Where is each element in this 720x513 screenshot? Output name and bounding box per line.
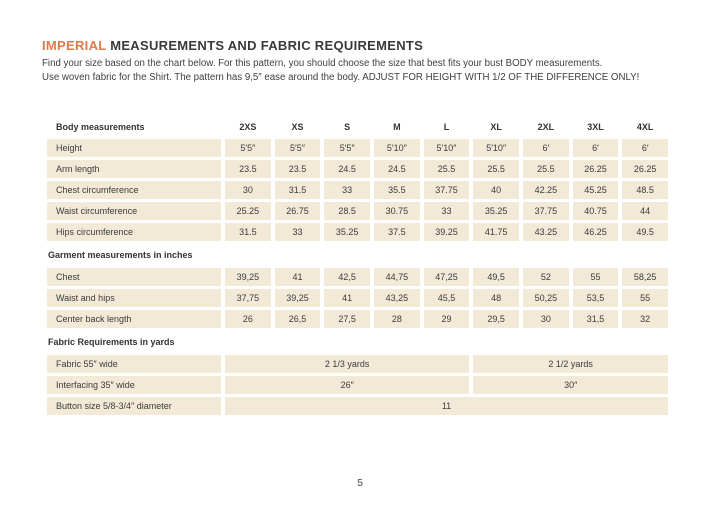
cell-value: 39,25: [225, 268, 271, 286]
size-header-l: L: [424, 118, 470, 136]
cell-value: 40.75: [573, 202, 619, 220]
cell-value: 26.25: [622, 160, 668, 178]
cell-value: 31.5: [225, 223, 271, 241]
cell-value: 40: [473, 181, 519, 199]
cell-value: 25.5: [473, 160, 519, 178]
cell-value: 29,5: [473, 310, 519, 328]
cell-value: 49,5: [473, 268, 519, 286]
table-header-body-measurements: Body measurements: [47, 118, 221, 136]
size-header-xl: XL: [473, 118, 519, 136]
size-header-xs: XS: [275, 118, 321, 136]
row-label: Chest: [47, 268, 221, 286]
row-label: Waist circumference: [47, 202, 221, 220]
cell-value: 30.75: [374, 202, 420, 220]
cell-value: 35.25: [473, 202, 519, 220]
cell-value: 28.5: [324, 202, 370, 220]
cell-value: 46.25: [573, 223, 619, 241]
size-header-4xl: 4XL: [622, 118, 668, 136]
cell-value: 47,25: [424, 268, 470, 286]
page-number: 5: [357, 477, 363, 489]
size-table: [47, 118, 668, 415]
row-label: Hips circumference: [47, 223, 221, 241]
cell-value: 41: [324, 289, 370, 307]
cell-value: 58,25: [622, 268, 668, 286]
cell-value: 25.5: [424, 160, 470, 178]
cell-value: 33: [275, 223, 321, 241]
cell-value: 5′5″: [225, 139, 271, 157]
cell-value: 30: [523, 310, 569, 328]
cell-value: 55: [573, 268, 619, 286]
intro-text: [42, 57, 682, 85]
cell-value: 55: [622, 289, 668, 307]
cell-value: 53,5: [573, 289, 619, 307]
cell-value: 37,75: [225, 289, 271, 307]
merged-cell-value: 11: [225, 397, 668, 415]
cell-value: 33: [424, 202, 470, 220]
section-header: Fabric Requirements in yards: [47, 331, 668, 352]
cell-value: 31.5: [275, 181, 321, 199]
cell-value: 48.5: [622, 181, 668, 199]
cell-value: 5′10″: [424, 139, 470, 157]
cell-value: 32: [622, 310, 668, 328]
size-header-2xs: 2XS: [225, 118, 271, 136]
cell-value: 44: [622, 202, 668, 220]
row-label: Fabric 55″ wide: [47, 355, 221, 373]
page-title: [42, 38, 423, 53]
cell-value: 33: [324, 181, 370, 199]
cell-value: 37.5: [374, 223, 420, 241]
intro-line-1: Find your size based on the chart below. For this pattern, you should choose the size that best fits your bust BODY measurements.: [42, 58, 603, 69]
cell-value: 35.5: [374, 181, 420, 199]
cell-value: 26,5: [275, 310, 321, 328]
cell-value: 50,25: [523, 289, 569, 307]
cell-value: 42.25: [523, 181, 569, 199]
cell-value: 25.5: [523, 160, 569, 178]
cell-value: 28: [374, 310, 420, 328]
row-label: Chest circumference: [47, 181, 221, 199]
cell-value: 43,25: [374, 289, 420, 307]
row-label: Arm length: [47, 160, 221, 178]
cell-value: 31,5: [573, 310, 619, 328]
cell-value: 6′: [622, 139, 668, 157]
cell-value: 45,5: [424, 289, 470, 307]
cell-value: 45.25: [573, 181, 619, 199]
page-title-rest: MEASUREMENTS AND FABRIC REQUIREMENTS: [106, 38, 424, 53]
cell-value: 39,25: [275, 289, 321, 307]
row-label: Waist and hips: [47, 289, 221, 307]
cell-value: 24.5: [324, 160, 370, 178]
cell-value: 24.5: [374, 160, 420, 178]
cell-value: 5′5″: [275, 139, 321, 157]
merged-cell-value: 30″: [473, 376, 668, 394]
cell-value: 42,5: [324, 268, 370, 286]
cell-value: 52: [523, 268, 569, 286]
cell-value: 35.25: [324, 223, 370, 241]
row-label: Center back length: [47, 310, 221, 328]
size-header-s: S: [324, 118, 370, 136]
cell-value: 49.5: [622, 223, 668, 241]
row-label: Height: [47, 139, 221, 157]
row-label: Button size 5/8-3/4″ diameter: [47, 397, 221, 415]
cell-value: 25.25: [225, 202, 271, 220]
cell-value: 23.5: [275, 160, 321, 178]
merged-cell-value: 26″: [225, 376, 469, 394]
section-header: Garment measurements in inches: [47, 244, 668, 265]
cell-value: 41.75: [473, 223, 519, 241]
merged-cell-value: 2 1/2 yards: [473, 355, 668, 373]
cell-value: 6′: [573, 139, 619, 157]
cell-value: 5′10″: [473, 139, 519, 157]
cell-value: 48: [473, 289, 519, 307]
cell-value: 30: [225, 181, 271, 199]
size-header-m: M: [374, 118, 420, 136]
cell-value: 29: [424, 310, 470, 328]
cell-value: 41: [275, 268, 321, 286]
size-header-3xl: 3XL: [573, 118, 619, 136]
cell-value: 26.25: [573, 160, 619, 178]
cell-value: 23.5: [225, 160, 271, 178]
page-title-highlight: IMPERIAL: [42, 38, 107, 53]
cell-value: 5′5″: [324, 139, 370, 157]
cell-value: 26.75: [275, 202, 321, 220]
row-label: Interfacing 35″ wide: [47, 376, 221, 394]
cell-value: 39.25: [424, 223, 470, 241]
cell-value: 5′10″: [374, 139, 420, 157]
merged-cell-value: 2 1/3 yards: [225, 355, 469, 373]
cell-value: 43.25: [523, 223, 569, 241]
cell-value: 37.75: [424, 181, 470, 199]
cell-value: 26: [225, 310, 271, 328]
size-header-2xl: 2XL: [523, 118, 569, 136]
cell-value: 37.75: [523, 202, 569, 220]
intro-line-2: Use woven fabric for the Shirt. The pattern has 9,5″ ease around the body. ADJUST FOR HEIGHT WITH 1/2 OF THE DIFFERENCE ONLY!: [42, 72, 640, 83]
cell-value: 6′: [523, 139, 569, 157]
cell-value: 44,75: [374, 268, 420, 286]
cell-value: 27,5: [324, 310, 370, 328]
